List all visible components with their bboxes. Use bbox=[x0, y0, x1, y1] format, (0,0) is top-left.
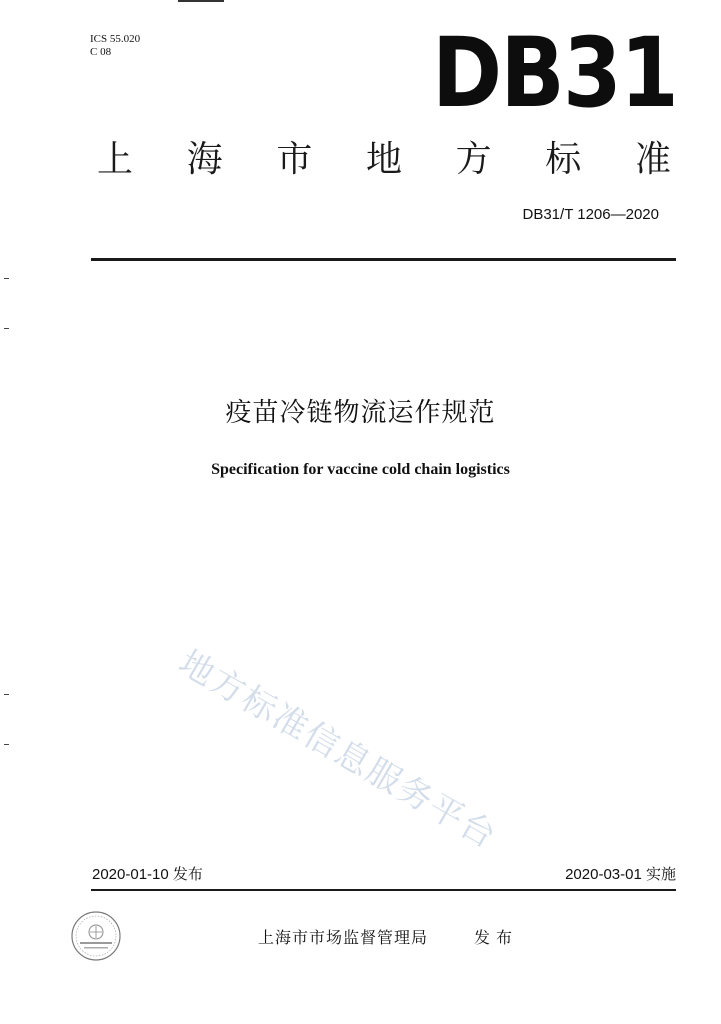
standard-level-char: 市 bbox=[276, 139, 313, 180]
standard-level-heading bbox=[97, 138, 671, 182]
footer-divider bbox=[91, 889, 676, 891]
scan-edge-tick bbox=[4, 328, 9, 329]
ics-number: ICS 55.020 bbox=[90, 33, 141, 45]
header-divider bbox=[91, 258, 676, 261]
document-title-english: Specification for vaccine cold chain logistics bbox=[211, 461, 510, 478]
scan-edge-tick bbox=[4, 744, 9, 745]
issuing-authority: 上海市市场监督管理局 bbox=[258, 928, 429, 947]
document-title-chinese: 疫苗冷链物流运作规范 bbox=[225, 398, 496, 428]
standard-level-char: 标 bbox=[545, 139, 582, 180]
issue-label: 发布 bbox=[474, 928, 519, 947]
standard-level-char: 准 bbox=[634, 139, 671, 180]
db31-logo: DB31 bbox=[432, 17, 678, 129]
scan-artifact-mark bbox=[178, 0, 224, 2]
publish-date: 2020-01-10 发布 bbox=[92, 866, 203, 883]
standard-code: DB31/T 1206—2020 bbox=[522, 206, 659, 223]
platform-watermark: 地方标准信息服务平台 bbox=[172, 642, 504, 858]
effective-date: 2020-03-01 实施 bbox=[565, 866, 676, 883]
scan-edge-tick bbox=[4, 278, 9, 279]
classification-code: C 08 bbox=[90, 46, 112, 58]
standard-level-char: 地 bbox=[365, 139, 402, 180]
scan-edge-tick bbox=[4, 694, 9, 695]
standard-level-char: 海 bbox=[186, 139, 223, 180]
standard-level-char: 方 bbox=[455, 139, 492, 180]
official-seal-icon bbox=[68, 908, 124, 964]
standard-level-char: 上 bbox=[97, 139, 134, 180]
